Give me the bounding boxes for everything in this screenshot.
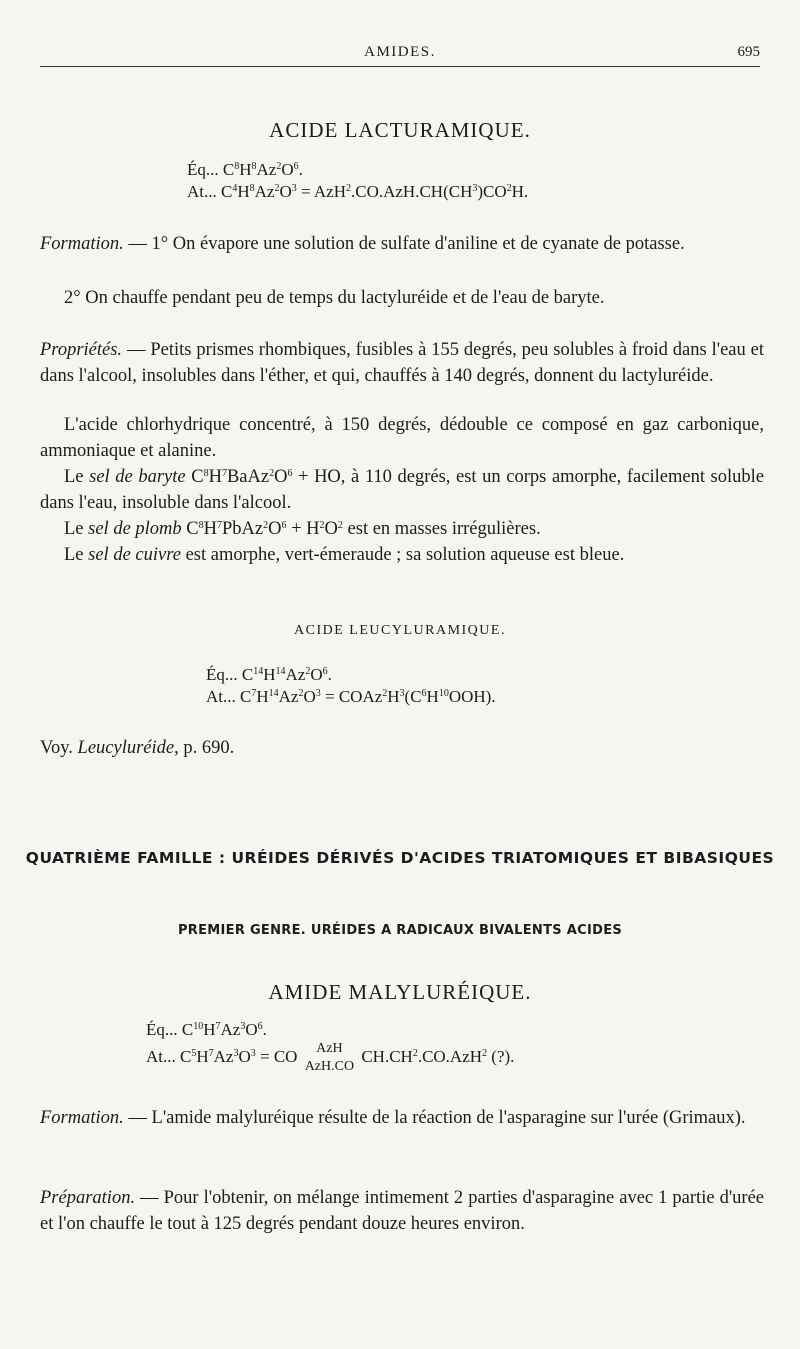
page-header — [0, 44, 800, 66]
plomb-pre: Le — [64, 519, 89, 539]
at-label: At... — [146, 1046, 176, 1066]
paragraph-sel-plomb: Le sel de plomb $C^8H^7PbAz^2O^6 + H^2O^2$ est en masses irrégulières. — [64, 519, 541, 539]
malyl-preparation-lead: Préparation. — [40, 1188, 136, 1208]
formula-eq-lacturamique: Éq... $C^8H^8Az^2O^6$. — [187, 160, 303, 179]
malyl-preparation-text: — Pour l'obtenir, on mélange intimement 2 parties d'asparagine avec 1 partie d'urée et l'on chauffe le tout à 125 degrés pendant douze heures environ. — [40, 1188, 764, 1234]
genre-heading: PREMIER GENRE. URÉIDES A RADICAUX BIVALENTS ACIDES — [177, 923, 623, 938]
page-number: 695 — [737, 44, 760, 60]
proprietes-lead: Propriétés. — [40, 340, 123, 360]
section-title-malylureique: AMIDE MALYLURÉIQUE. — [268, 980, 532, 1004]
eq-label: Éq... — [187, 160, 219, 179]
at-label: At... — [206, 687, 236, 706]
baryte-post: , à 110 degrés, est un corps amorphe, facilement soluble dans l'eau, insoluble dans l'alcool. — [40, 467, 764, 513]
section-title-leucyluramique: ACIDE LEUCYLURAMIQUE. — [294, 623, 506, 638]
formula-eq-leucyluramique: Éq... $C^{14}H^{14}Az^2O^6$. — [206, 665, 332, 684]
paragraph-sel-cuivre — [40, 542, 764, 568]
paragraph-formation — [40, 231, 764, 257]
paragraph-malyl-preparation — [40, 1185, 764, 1237]
sel-plomb-name: sel de plomb — [88, 519, 182, 539]
formula-eq-malylureique: Éq... $C^{10}H^7Az^3O^6$. — [146, 1020, 267, 1039]
section-title-lacturamique: ACIDE LACTURAMIQUE. — [269, 118, 531, 142]
formation-text: — 1° On évapore une solution de sulfate d'aniline et de cyanate de potasse. — [123, 234, 685, 254]
paragraph-malyl-formation — [40, 1105, 764, 1131]
paragraph-proprietes — [40, 337, 764, 389]
malyl-formation-text: — L'amide malyluréique résulte de la réaction de l'asparagine sur l'urée (Grimaux). — [123, 1108, 746, 1128]
paragraph-voy — [40, 735, 764, 761]
paragraph-formation-2: 2° On chauffe pendant peu de temps du lactyluréide et de l'eau de baryte. — [64, 288, 605, 308]
formula-at-malylureique: At... $C^5H^7Az^3O^3$ = CO AzH AzH.CO $CH.CH^2.CO.AzH^2$ (?). — [146, 1041, 515, 1074]
paragraph-sel-baryte: Le sel de baryte $C^8H^7BaAz^2O^6$ + HO, à 110 degrés, est un corps amorphe, facilement soluble dans l'eau, insoluble dans l'alcool. — [40, 467, 764, 513]
baryte-pre: Le — [64, 467, 90, 487]
voy-pre: Voy. — [40, 738, 78, 758]
eq-label: Éq... — [206, 665, 238, 684]
sel-baryte-name: sel de baryte — [89, 467, 186, 487]
formula-at-lacturamique: At... $C^4H^8Az^2O^3 = AzH^2.CO.AzH.CH(CH^3)CO^2H$. — [187, 182, 529, 201]
paragraph-chlorhydrique: L'acide chlorhydrique concentré, à 150 degrés, dédouble ce composé en gaz carbonique, ammoniaque et alanine. — [40, 415, 764, 461]
at-label: At... — [187, 182, 217, 201]
family-heading: QUATRIÈME FAMILLE : URÉIDES DÉRIVÉS D'ACIDES TRIATOMIQUES ET BIBASIQUES — [25, 849, 775, 867]
cuivre-post: est amorphe, vert-émeraude ; sa solution aqueuse est bleue. — [180, 545, 625, 565]
eq-label: Éq... — [146, 1020, 178, 1039]
header-rule — [40, 66, 760, 67]
formula-bracket — [302, 1040, 357, 1076]
voy-post: , p. 690. — [174, 738, 235, 758]
proprietes-text: — Petits prismes rhombiques, fusibles à 155 degrés, peu solubles à froid dans l'eau et dans l'alcool, insolubles dans l'éther, et qui, chauffés à 140 degrés, donnent du lactyluréide. — [40, 340, 764, 386]
plomb-post: est en masses irrégulières. — [342, 519, 541, 539]
voy-reference: Leucyluréide — [77, 738, 175, 758]
malyl-formation-lead: Formation. — [40, 1108, 124, 1128]
running-title: AMIDES. — [364, 44, 436, 60]
bracket-top: AzH — [316, 1041, 343, 1056]
formation-lead: Formation. — [40, 234, 124, 254]
formula-at-leucyluramique: At... $C^7H^{14}Az^2O^3$ = $COAz^2H^3(C^6H^{10}OOH)$. — [206, 687, 496, 706]
bracket-bottom: AzH.CO — [304, 1059, 355, 1074]
cuivre-pre: Le — [64, 545, 89, 565]
sel-cuivre-name: sel de cuivre — [88, 545, 181, 565]
